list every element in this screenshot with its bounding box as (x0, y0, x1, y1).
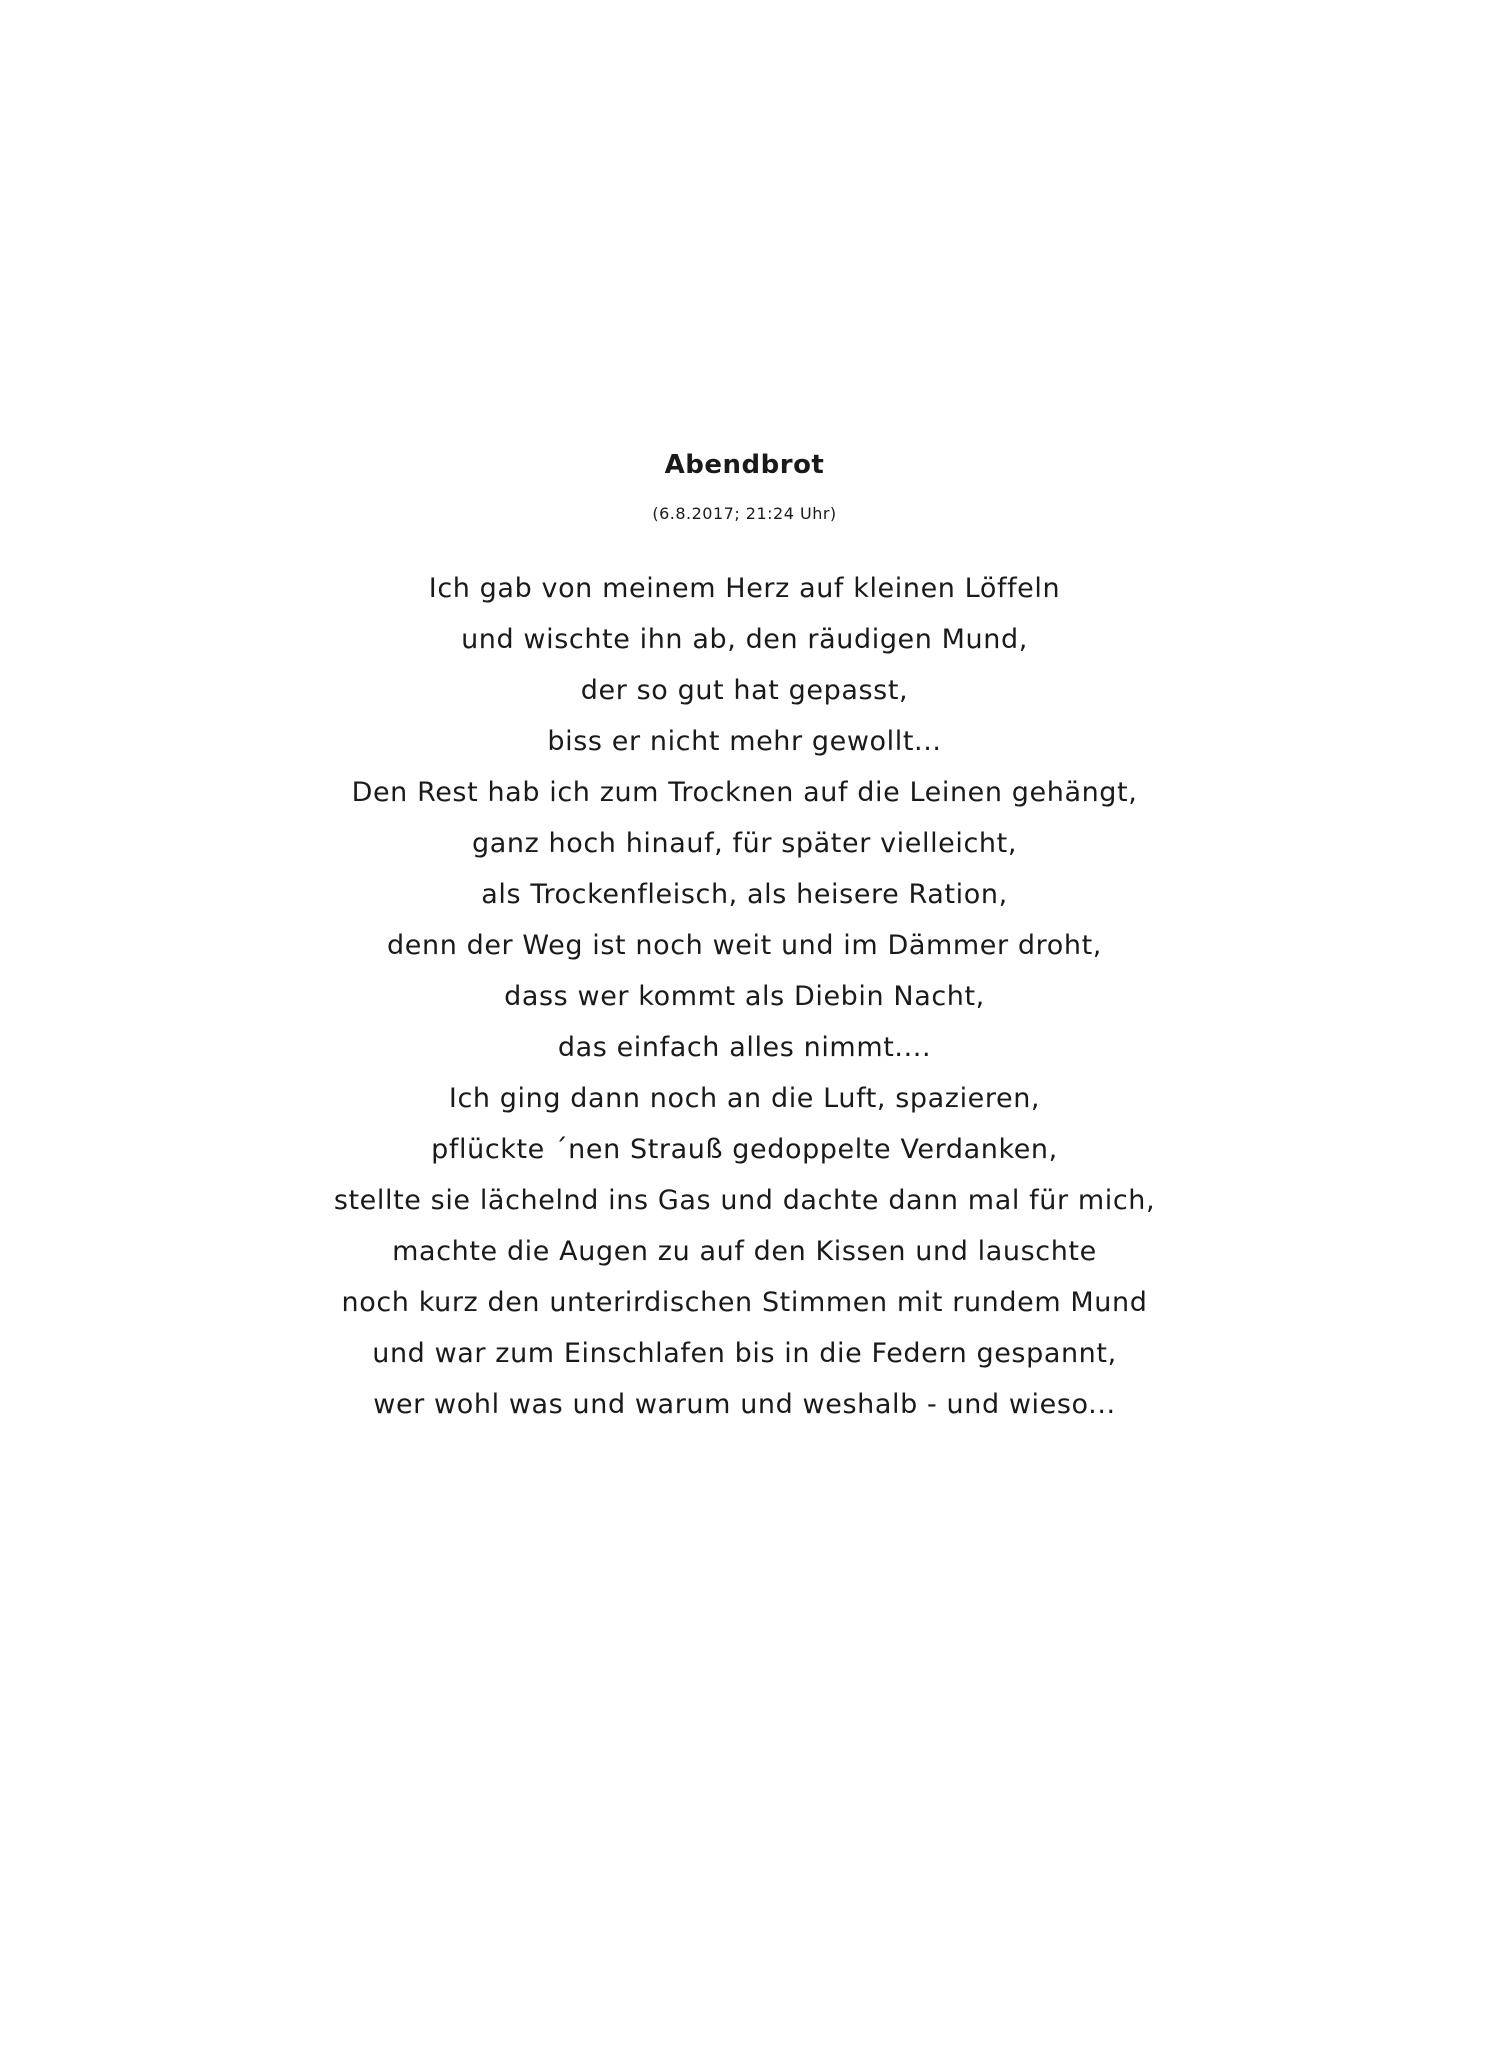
poem-line: stellte sie lächelnd ins Gas und dachte dann mal für mich, (333, 1185, 1156, 1216)
poem-line: als Trockenfleisch, als heisere Ration, (481, 879, 1008, 910)
poem-line: biss er nicht mehr gewollt... (547, 726, 942, 757)
poem-line: noch kurz den unterirdischen Stimmen mit rundem Mund (341, 1287, 1148, 1318)
poem-line: der so gut hat gepasst, (580, 675, 909, 706)
poem-line: Ich ging dann noch an die Luft, spazieren, (448, 1083, 1041, 1114)
poem-line: wer wohl was und warum und weshalb - und wieso... (373, 1389, 1116, 1420)
poem-line: pflückte ´nen Strauß gedoppelte Verdanken, (431, 1134, 1058, 1165)
poem-line: dass wer kommt als Diebin Nacht, (504, 981, 985, 1012)
poem-line: machte die Augen zu auf den Kissen und lauschte (392, 1236, 1097, 1267)
poem-line: Den Rest hab ich zum Trocknen auf die Leinen gehängt, (351, 777, 1138, 808)
poem-line: und wischte ihn ab, den räudigen Mund, (461, 624, 1028, 655)
poem-title: Abendbrot (664, 450, 825, 480)
poem-line: Ich gab von meinem Herz auf kleinen Löffeln (428, 573, 1061, 604)
poem-timestamp: (6.8.2017; 21:24 Uhr) (652, 504, 837, 523)
poem-line: und war zum Einschlafen bis in die Federn gespannt, (372, 1338, 1117, 1369)
poem-line: denn der Weg ist noch weit und im Dämmer droht, (387, 930, 1102, 961)
poem-body (0, 563, 1489, 1430)
poem-line: das einfach alles nimmt.... (557, 1032, 932, 1063)
poem-line: ganz hoch hinauf, für später vielleicht, (471, 828, 1018, 859)
